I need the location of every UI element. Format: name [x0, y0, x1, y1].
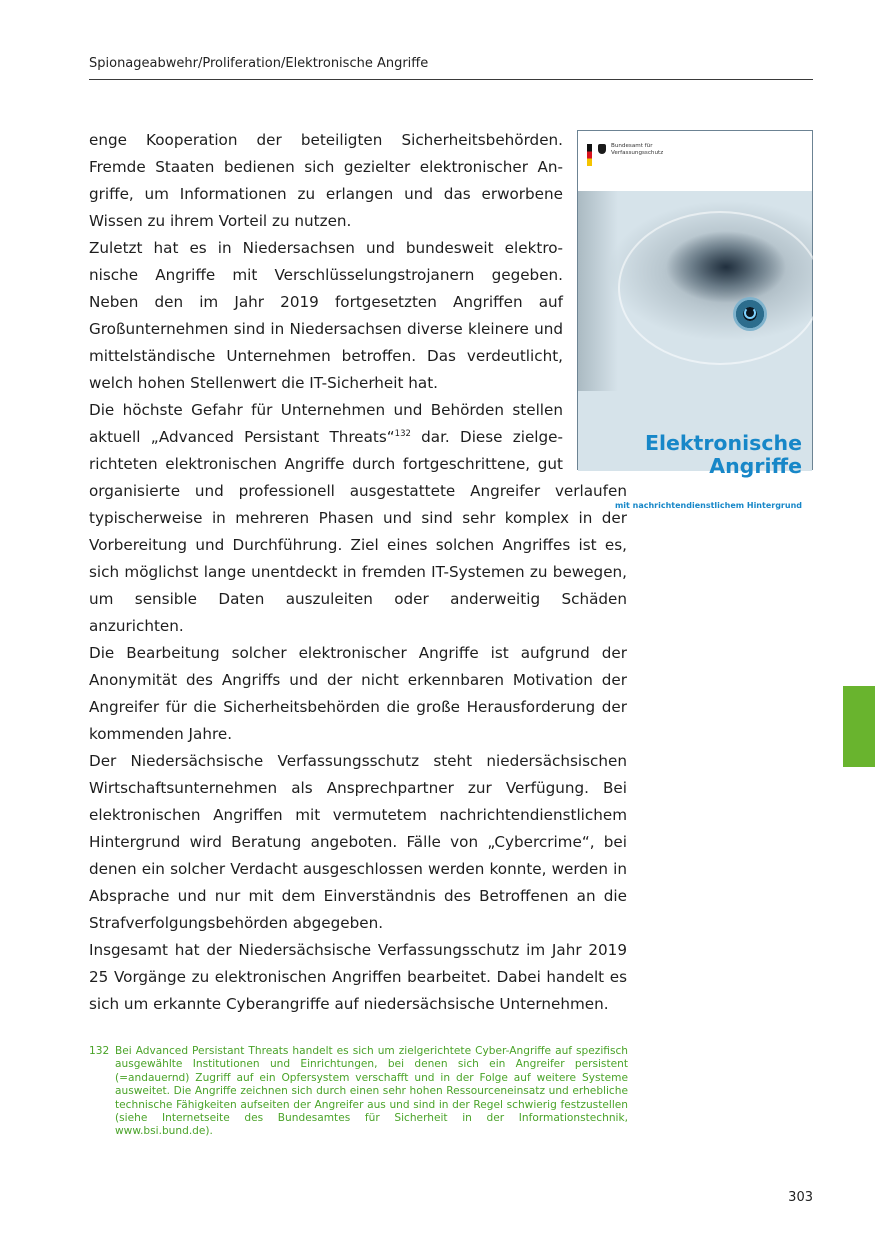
running-head: Spionageabwehr/Proliferation/Elektronische Angriffe — [89, 56, 429, 71]
federal-eagle-icon — [598, 144, 606, 154]
cover-title-line1: Elektronische — [644, 431, 802, 455]
footnote-reference: 132 — [394, 429, 411, 439]
paragraph-3 — [89, 397, 627, 640]
paragraph-2: Zuletzt hat es in Niedersachsen und bundesweit elektronische Angriffe mit Verschlüsselungstrojanern gegeben. Neben den im Jahr 2019 fortgesetzten Angriffen auf Großunternehmen sind in Niedersachsen diverse kleinere und mittelständische Unternehmen betroffen. Das verdeutlicht, welch hohen Stellenwert die IT-Sicherheit hat. — [89, 239, 563, 392]
paragraph-3-text-b: dar. Diese zielgerichteten elektronischen Angriffe durch fortgeschrittene, gut organisierte und professionell ausgestattete Angreifer verlaufen typischerweise in mehreren Phasen und sind sehr komplex in der Vorbereitung und Durchführung. Ziel eines solchen Angriffes ist es, sich möglichst lange unentdeckt in fremden IT-Systemen zu bewegen, um sensible Daten auszuleiten oder anderweitig Schäden anzurichten. — [89, 428, 627, 635]
page-number: 303 — [788, 1190, 813, 1205]
power-icon — [744, 307, 756, 319]
header-rule — [89, 79, 813, 80]
paragraph-4: Die Bearbeitung solcher elektronischer Angriffe ist aufgrund der Anonymität des Angriffs und der nicht erkennbaren Motivation der Angreifer für die Sicherheitsbehörden die große Herausforderung der kommenden Jahre. — [89, 644, 627, 743]
paragraph-6: Insgesamt hat der Niedersächsische Verfassungsschutz im Jahr 2019 25 Vorgänge zu elektronischen Angriffen bearbeitet. Dabei handelt es sich um erkannte Cyberangriffe auf niedersächsische Unternehmen. — [89, 941, 627, 1013]
flag-icon — [587, 144, 592, 166]
cover-title-line2: Angriffe — [709, 454, 802, 478]
paragraph-3-text-a: Die höchste Gefahr für Unternehmen und Behörden stellen aktuell „Advanced Persistant Threats“ — [89, 401, 563, 446]
cover-subtitle: mit nachrichtendienstlichem Hintergrund — [614, 501, 802, 510]
body-text — [89, 127, 802, 1018]
cover-agency-name: Bundesamt für Verfassungsschutz — [611, 143, 664, 156]
cover-title — [645, 432, 802, 478]
footnote-text: Bei Advanced Persistant Threats handelt es sich um zielgerichtete Cyber-Angriffe auf spezifisch ausgewählte Institutionen und Einrichtungen, bei denen sich ein Angreifer persistent (=andauernd) Zugriff auf ein Opfersystem verschafft und in der Folge auf weitere Systeme ausweitet. Die Angriffe zeichnen sich durch einen sehr hohen Ressourceneinsatz und erhebliche technische Fähigkeiten aufseiten der Angreifer aus und sind in der Regel schwierig festzustellen (siehe Internetseite des Bundesamtes für Sicherheit in der Informationstechnik, www.bsi.bund.de). — [115, 1045, 628, 1138]
chapter-tab-marker — [843, 686, 875, 767]
cover-header — [578, 131, 812, 191]
footnote — [89, 1045, 628, 1139]
footnote-number: 132 — [89, 1045, 110, 1057]
paragraph-1: enge Kooperation der beteiligten Sicherheitsbehörden. Fremde Staaten bedienen sich gezielter elektronischer Angriffe, um Informationen zu erlangen und das erworbene Wissen zu ihrem Vorteil zu nutzen. — [89, 131, 563, 230]
paragraph-5: Der Niedersächsische Verfassungsschutz steht niedersächsischen Wirtschaftsunternehmen als Ansprechpartner zur Verfügung. Bei elektronischen Angriffen mit vermutetem nachrichtendienstlichem Hintergrund wird Beratung angeboten. Fälle von „Cybercrime“, bei denen ein solcher Verdacht ausgeschlossen werden konnte, werden in Absprache und nur mit dem Einverständnis des Betroffenen an die Strafverfolgungsbehörden abgegeben. — [89, 752, 627, 932]
brochure-cover-image — [577, 130, 813, 510]
eye-photo — [578, 191, 812, 510]
